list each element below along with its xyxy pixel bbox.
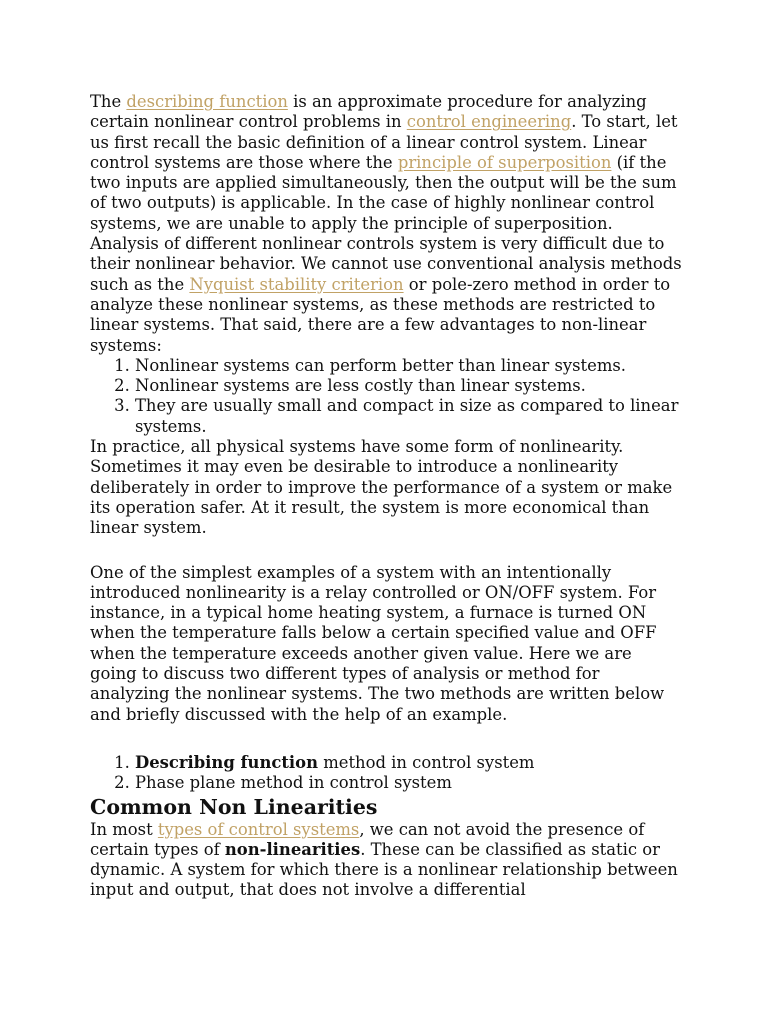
article-body xyxy=(90,92,682,901)
control-engineering-link[interactable]: control engineering xyxy=(406,112,572,132)
spacer xyxy=(90,539,682,563)
text-span: is an approximate procedure for analyzing certain nonlinear control problems in xyxy=(90,92,647,132)
nyquist-stability-criterion-link[interactable]: Nyquist stability criterion xyxy=(189,274,404,294)
intro-paragraph xyxy=(90,92,682,234)
text-span: method in control system xyxy=(318,752,535,772)
list-item: 1. Nonlinear systems can perform better than linear systems. xyxy=(135,356,682,376)
list-item xyxy=(135,753,682,773)
list-item: 3. They are usually small and compact in size as compared to linear systems. xyxy=(135,396,682,437)
text-span: The xyxy=(90,92,127,111)
text-span: (if the two inputs are applied simultaneously, then the output will be the sum of two outputs) is applicable. In the case of highly nonlinear control systems, we are unable to apply the principle of superposition. xyxy=(90,152,677,233)
list-item: 2. Nonlinear systems are less costly than linear systems. xyxy=(135,376,682,396)
method-bold-label: Describing function xyxy=(135,752,318,772)
text-span: , we can not avoid the presence of certain types of xyxy=(90,819,645,859)
list-item: 2. Phase plane method in control system xyxy=(135,773,682,793)
example-paragraph: One of the simplest examples of a system with an intentionally introduced nonlinearity is a relay controlled or ON/OFF system. For instance, in a typical home heating system, a furnace is turned ON when the temperature falls below a certain specified value and OFF when the temperature exceeds another given value. Here we are going to discuss two different types of analysis or method for analyzing the nonlinear systems. The two methods are written below and briefly discussed with the help of an example. xyxy=(90,562,665,724)
text-span: Analysis of different nonlinear controls system is very difficult due to their nonlinear behavior. We cannot use conventional analysis methods such as the xyxy=(90,234,682,294)
nonlinearities-paragraph xyxy=(90,820,682,901)
practice-paragraph: In practice, all physical systems have some form of nonlinearity. Sometimes it may even be desirable to introduce a nonlinearity deliberately in order to improve the performance of a system or make its operation safer. At it result, the system is more economical than linear system. xyxy=(90,437,673,538)
principle-of-superposition-link[interactable]: principle of superposition xyxy=(397,152,612,172)
advantages-list xyxy=(90,356,682,437)
section-heading: Common Non Linearities xyxy=(90,794,378,819)
methods-list xyxy=(90,753,682,794)
types-of-control-systems-link[interactable]: types of control systems xyxy=(157,819,360,839)
non-linearities-bold: non-linearities xyxy=(224,839,361,859)
describing-function-link[interactable]: describing function xyxy=(126,92,288,111)
text-span: . To start, let us first recall the basic definition of a linear control system. Linear control systems are those where the xyxy=(90,112,678,172)
text-span: In most xyxy=(90,819,158,839)
text-span: or pole-zero method in order to analyze these nonlinear systems, as these methods are restricted to linear systems. That said, there are a few advantages to non-linear systems: xyxy=(90,274,671,355)
text-span: . These can be classified as static or dynamic. A system for which there is a nonlinear relationship between input and output, that does not involve a differential xyxy=(90,839,678,900)
analysis-paragraph xyxy=(90,234,682,356)
spacer xyxy=(90,725,682,749)
